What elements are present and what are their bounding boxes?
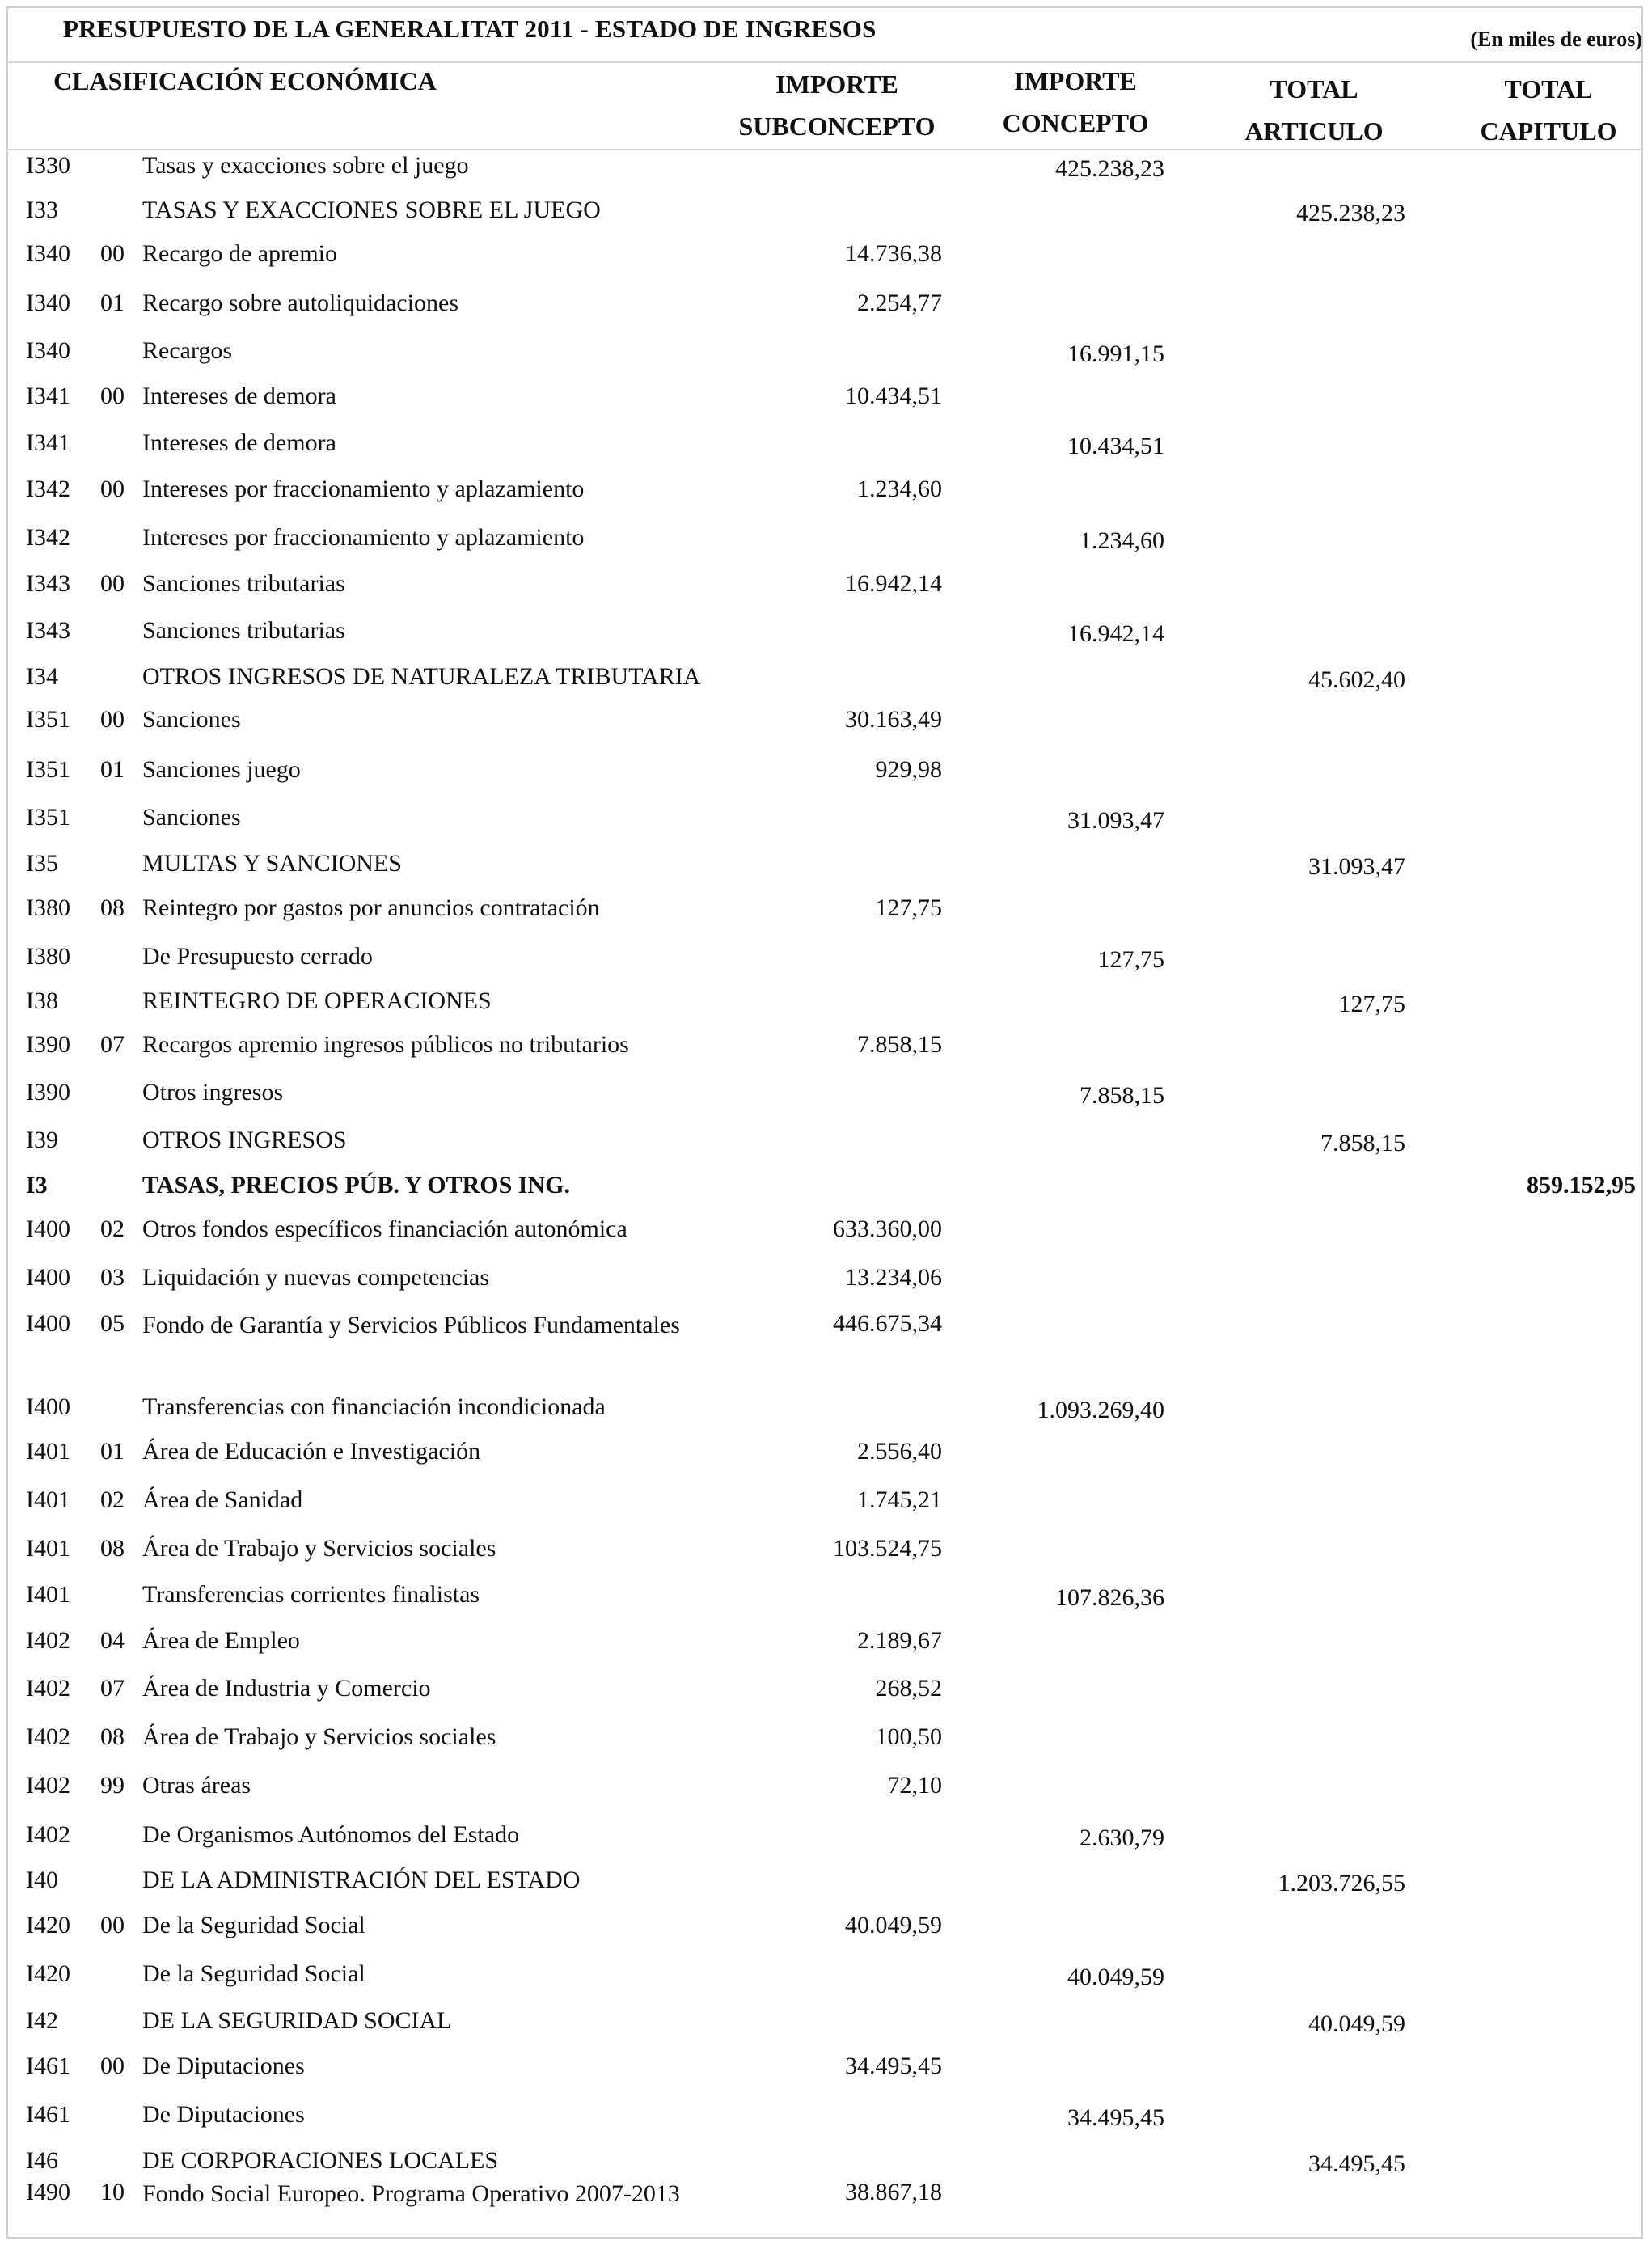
row-description: Intereses de demora	[142, 383, 336, 409]
table-row	[0, 337, 1652, 384]
col-header-capitulo-line2: CAPITULO	[1480, 116, 1617, 146]
row-importe-subconcepto: 100,50	[875, 1723, 942, 1750]
table-row	[0, 2179, 1652, 2226]
row-subcode: 01	[100, 756, 125, 783]
row-importe-concepto: 10.434,51	[1067, 433, 1164, 459]
row-description: Recargo sobre autoliquidaciones	[142, 290, 458, 316]
row-importe-subconcepto: 38.867,18	[845, 2179, 942, 2205]
row-subcode: 99	[100, 1772, 125, 1799]
table-row	[0, 476, 1652, 522]
row-subcode: 00	[100, 476, 125, 502]
row-description: DE LA SEGURIDAD SOCIAL	[142, 2007, 452, 2034]
page-title: PRESUPUESTO DE LA GENERALITAT 2011 - ESTADO DE INGRESOS	[63, 15, 877, 43]
row-importe-subconcepto: 2.556,40	[857, 1438, 942, 1465]
row-subcode: 04	[100, 1627, 125, 1654]
row-code: I390	[26, 1079, 70, 1106]
row-subcode: 08	[100, 894, 125, 921]
table-row	[0, 197, 1652, 243]
row-subcode: 01	[100, 1438, 125, 1465]
row-subcode: 00	[100, 1912, 125, 1938]
row-importe-concepto: 7.858,15	[1080, 1082, 1164, 1109]
row-code: I380	[26, 943, 70, 970]
table-row	[0, 1723, 1652, 1770]
row-code: I340	[26, 240, 70, 267]
row-subcode: 07	[100, 1031, 125, 1058]
row-importe-concepto: 34.495,45	[1067, 2104, 1164, 2131]
row-code: I402	[26, 1772, 70, 1799]
table-row	[0, 1127, 1652, 1173]
row-description: Transferencias con financiación incondicionada	[142, 1393, 606, 1420]
row-description: Fondo Social Europeo. Programa Operativo 2007-2013	[142, 2180, 680, 2207]
row-description: Sanciones tributarias	[142, 617, 345, 644]
row-total-articulo: 7.858,15	[1320, 1130, 1405, 1156]
row-subcode: 08	[100, 1535, 125, 1562]
units-note: (En miles de euros)	[1470, 27, 1642, 51]
row-importe-subconcepto: 2.254,77	[857, 290, 942, 316]
row-description: Recargos	[142, 337, 233, 364]
table-row	[0, 2101, 1652, 2148]
row-description: Otras áreas	[142, 1772, 251, 1799]
row-importe-subconcepto: 13.234,06	[845, 1264, 942, 1291]
table-row	[0, 663, 1652, 710]
table-row	[0, 943, 1652, 990]
row-description: Reintegro por gastos por anuncios contratación	[142, 894, 600, 921]
table-row	[0, 383, 1652, 429]
row-code: I40	[26, 1867, 58, 1893]
table-row	[0, 1675, 1652, 1722]
row-importe-subconcepto: 34.495,45	[845, 2053, 942, 2079]
col-header-capitulo-line1: TOTAL	[1504, 74, 1593, 104]
row-description: Fondo de Garantía y Servicios Públicos Fundamentales	[142, 1312, 680, 1338]
row-importe-subconcepto: 1.234,60	[857, 476, 942, 502]
table-row	[0, 1772, 1652, 1819]
row-code: I401	[26, 1438, 70, 1465]
row-description: Otros ingresos	[142, 1079, 284, 1106]
row-description: Transferencias corrientes finalistas	[142, 1581, 480, 1608]
row-subcode: 03	[100, 1264, 125, 1291]
table-row	[0, 894, 1652, 941]
table-row	[0, 804, 1652, 851]
row-description: TASAS, PRECIOS PÚB. Y OTROS ING.	[142, 1172, 570, 1199]
row-subcode: 00	[100, 570, 125, 597]
row-description: De Organismos Autónomos del Estado	[142, 1821, 520, 1848]
row-code: I38	[26, 987, 58, 1014]
table-row	[0, 1264, 1652, 1311]
row-code: I33	[26, 197, 58, 223]
row-code: I342	[26, 524, 70, 551]
row-code: I420	[26, 1912, 70, 1938]
row-code: I341	[26, 383, 70, 409]
row-code: I340	[26, 337, 70, 364]
col-header-articulo-line2: ARTICULO	[1244, 116, 1384, 146]
table-row	[0, 756, 1652, 803]
table-row	[0, 1960, 1652, 2007]
row-description: De la Seguridad Social	[142, 1912, 365, 1938]
table-row	[0, 2007, 1652, 2054]
row-description: Intereses por fraccionamiento y aplazamiento	[142, 524, 585, 551]
row-description: Recargos apremio ingresos públicos no tributarios	[142, 1031, 629, 1058]
table-row	[0, 290, 1652, 336]
row-total-articulo: 31.093,47	[1308, 853, 1405, 880]
row-subcode: 07	[100, 1675, 125, 1702]
row-importe-subconcepto: 40.049,59	[845, 1912, 942, 1938]
table-row	[0, 1581, 1652, 1628]
table-row	[0, 240, 1652, 287]
table-row	[0, 570, 1652, 617]
row-code: I351	[26, 756, 70, 783]
row-subcode: 10	[100, 2179, 125, 2205]
row-description: Área de Empleo	[142, 1627, 300, 1654]
row-code: I343	[26, 570, 70, 597]
col-header-concepto-line2: CONCEPTO	[1002, 108, 1149, 137]
row-description: Área de Educación e Investigación	[142, 1438, 481, 1465]
row-subcode: 08	[100, 1723, 125, 1750]
table-row	[0, 850, 1652, 897]
col-header-articulo	[1205, 68, 1423, 152]
row-importe-subconcepto: 14.736,38	[845, 240, 942, 267]
row-code: I400	[26, 1264, 70, 1291]
row-code: I35	[26, 850, 58, 877]
row-subcode: 00	[100, 383, 125, 409]
table-row	[0, 1310, 1652, 1357]
row-code: I39	[26, 1127, 58, 1153]
row-code: I34	[26, 663, 58, 690]
table-row	[0, 2053, 1652, 2099]
row-importe-subconcepto: 268,52	[875, 1675, 942, 1702]
col-header-subconcepto	[720, 63, 954, 147]
row-code: I341	[26, 429, 70, 456]
table-row	[0, 617, 1652, 664]
row-description: Tasas y exacciones sobre el juego	[142, 152, 469, 179]
row-description: MULTAS Y SANCIONES	[142, 850, 402, 877]
row-importe-subconcepto: 72,10	[887, 1772, 942, 1799]
table-row	[0, 1627, 1652, 1674]
col-header-classification: CLASIFICACIÓN ECONÓMICA	[53, 66, 437, 95]
row-subcode: 02	[100, 1216, 125, 1242]
row-total-articulo: 425.238,23	[1296, 200, 1405, 226]
row-description: Liquidación y nuevas competencias	[142, 1264, 490, 1291]
row-description: DE CORPORACIONES LOCALES	[142, 2147, 499, 2174]
table-row	[0, 706, 1652, 753]
row-code: I46	[26, 2147, 58, 2174]
row-importe-concepto: 1.234,60	[1080, 527, 1164, 554]
row-code: I351	[26, 804, 70, 831]
table-row	[0, 1535, 1652, 1582]
table-row	[0, 1821, 1652, 1868]
row-code: I351	[26, 706, 70, 733]
row-importe-subconcepto: 30.163,49	[845, 706, 942, 733]
row-code: I390	[26, 1031, 70, 1058]
row-subcode: 00	[100, 706, 125, 733]
row-importe-subconcepto: 929,98	[875, 756, 942, 783]
row-description: TASAS Y EXACCIONES SOBRE EL JUEGO	[142, 197, 601, 223]
row-description: Sanciones	[142, 804, 241, 831]
row-importe-concepto: 1.093.269,40	[1037, 1397, 1164, 1423]
row-code: I380	[26, 894, 70, 921]
row-code: I461	[26, 2053, 70, 2079]
row-code: I402	[26, 1723, 70, 1750]
row-code: I342	[26, 476, 70, 502]
row-code: I330	[26, 152, 70, 179]
row-code: I340	[26, 290, 70, 316]
row-importe-subconcepto: 7.858,15	[857, 1031, 942, 1058]
row-importe-concepto: 127,75	[1097, 946, 1164, 973]
row-description: Área de Industria y Comercio	[142, 1675, 431, 1702]
table-row	[0, 1438, 1652, 1485]
row-importe-subconcepto: 633.360,00	[833, 1216, 942, 1242]
row-description: De Diputaciones	[142, 2101, 305, 2128]
row-code: I401	[26, 1486, 70, 1513]
row-importe-subconcepto: 446.675,34	[833, 1310, 942, 1337]
row-code: I343	[26, 617, 70, 644]
table-row	[0, 429, 1652, 476]
row-description: De Diputaciones	[142, 2053, 305, 2079]
row-importe-concepto: 16.942,14	[1067, 620, 1164, 647]
row-importe-concepto: 2.630,79	[1080, 1824, 1164, 1851]
row-description: REINTEGRO DE OPERACIONES	[142, 987, 492, 1014]
row-description: Área de Trabajo y Servicios sociales	[142, 1535, 496, 1562]
row-description: Intereses por fraccionamiento y aplazamiento	[142, 476, 585, 502]
col-header-concepto-line1: IMPORTE	[1014, 66, 1137, 95]
row-code: I402	[26, 1675, 70, 1702]
row-code: I400	[26, 1310, 70, 1337]
row-code: I401	[26, 1535, 70, 1562]
row-importe-subconcepto: 10.434,51	[845, 383, 942, 409]
col-header-subconcepto-line2: SUBCONCEPTO	[738, 112, 936, 141]
row-description: Sanciones	[142, 706, 241, 733]
row-total-articulo: 45.602,40	[1308, 666, 1405, 693]
row-description: Sanciones juego	[142, 756, 301, 783]
row-description: OTROS INGRESOS DE NATURALEZA TRIBUTARIA	[142, 663, 701, 690]
col-header-articulo-line1: TOTAL	[1270, 74, 1358, 104]
row-subcode: 00	[100, 2053, 125, 2079]
row-description: Recargo de apremio	[142, 240, 338, 267]
row-code: I42	[26, 2007, 58, 2034]
row-total-articulo: 1.203.726,55	[1278, 1870, 1405, 1896]
table-row	[0, 987, 1652, 1034]
row-code: I402	[26, 1821, 70, 1848]
row-subcode: 01	[100, 290, 125, 316]
row-subcode: 00	[100, 240, 125, 267]
table-row	[0, 524, 1652, 571]
row-importe-subconcepto: 127,75	[875, 894, 942, 921]
row-code: I461	[26, 2101, 70, 2128]
row-total-capitulo: 859.152,95	[1527, 1172, 1636, 1199]
row-importe-subconcepto: 2.189,67	[857, 1627, 942, 1654]
row-code: I3	[26, 1172, 48, 1199]
row-code: I402	[26, 1627, 70, 1654]
table-row	[0, 1216, 1652, 1262]
row-code: I400	[26, 1393, 70, 1420]
table-row	[0, 1172, 1652, 1219]
row-code: I490	[26, 2179, 70, 2205]
row-description: DE LA ADMINISTRACIÓN DEL ESTADO	[142, 1867, 581, 1893]
row-importe-subconcepto: 103.524,75	[833, 1535, 942, 1562]
table-row	[0, 1393, 1652, 1440]
table-row	[0, 1867, 1652, 1913]
row-total-articulo: 34.495,45	[1308, 2150, 1405, 2177]
row-code: I400	[26, 1216, 70, 1242]
table-row	[0, 152, 1652, 199]
row-total-articulo: 40.049,59	[1308, 2010, 1405, 2037]
row-importe-concepto: 425.238,23	[1055, 155, 1164, 182]
row-description: De Presupuesto cerrado	[142, 943, 373, 970]
row-description: Área de Trabajo y Servicios sociales	[142, 1723, 496, 1750]
row-importe-concepto: 16.991,15	[1067, 340, 1164, 367]
table-row	[0, 1031, 1652, 1078]
col-header-capitulo	[1439, 68, 1652, 152]
row-description: Intereses de demora	[142, 429, 336, 456]
table-row	[0, 1912, 1652, 1959]
row-code: I401	[26, 1581, 70, 1608]
table-row	[0, 1079, 1652, 1126]
row-description: Otros fondos específicos financiación autonómica	[142, 1216, 627, 1242]
row-subcode: 05	[100, 1310, 125, 1337]
row-importe-subconcepto: 16.942,14	[845, 570, 942, 597]
col-header-concepto	[962, 60, 1189, 144]
row-code: I420	[26, 1960, 70, 1987]
row-description: Área de Sanidad	[142, 1486, 303, 1513]
row-importe-subconcepto: 1.745,21	[857, 1486, 942, 1513]
row-description: Sanciones tributarias	[142, 570, 345, 597]
row-importe-concepto: 107.826,36	[1055, 1584, 1164, 1611]
col-header-subconcepto-line1: IMPORTE	[775, 70, 898, 99]
table-row	[0, 1486, 1652, 1533]
row-description: OTROS INGRESOS	[142, 1127, 347, 1153]
row-importe-concepto: 40.049,59	[1067, 1964, 1164, 1990]
row-subcode: 02	[100, 1486, 125, 1513]
row-importe-concepto: 31.093,47	[1067, 807, 1164, 834]
row-description: De la Seguridad Social	[142, 1960, 365, 1987]
row-total-articulo: 127,75	[1338, 991, 1405, 1017]
